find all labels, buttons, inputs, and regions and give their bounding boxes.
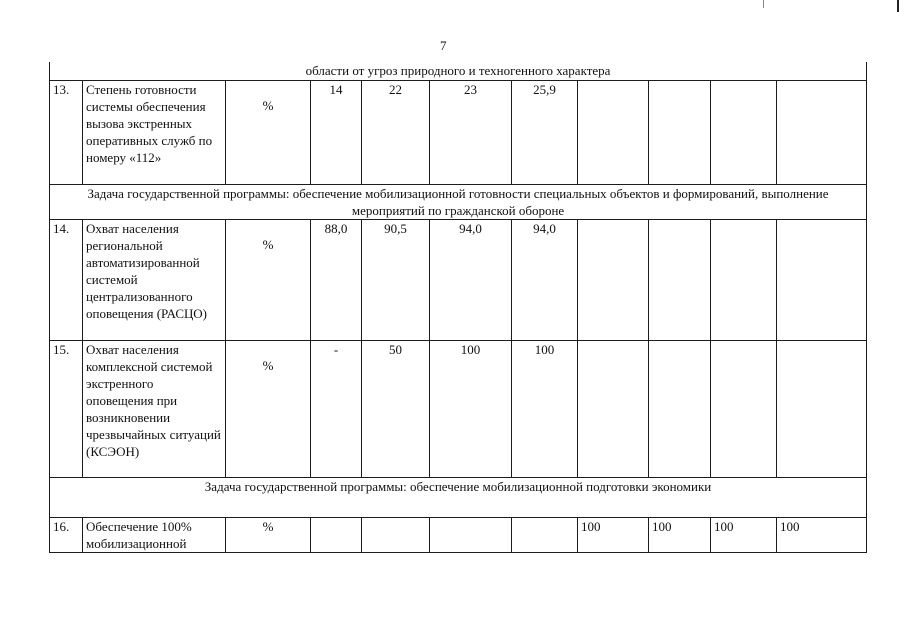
indicator-name: Обеспечение 100% мобилизационной (83, 518, 226, 553)
value-cell (311, 518, 362, 553)
row-number: 15. (50, 341, 83, 478)
value-cell (430, 518, 512, 553)
indicator-name: Охват населения комплексной системой экстренного оповещения при возникновении чрезвычайных ситуаций (КСЭОН) (83, 341, 226, 478)
value-cell: 94,0 (512, 220, 578, 341)
indicator-unit: % (226, 518, 311, 553)
value-cell (578, 341, 649, 478)
value-cell: 22 (362, 81, 430, 185)
table-row (50, 220, 867, 341)
task-text: Задача государственной программы: обеспечение мобилизационной готовности специальных объектов и формирований, выполнение мероприятий по гражданской обороне (50, 185, 867, 220)
value-cell (649, 220, 711, 341)
value-cell (777, 341, 867, 478)
indicator-unit: % (226, 81, 311, 185)
row-number: 14. (50, 220, 83, 341)
value-cell (578, 81, 649, 185)
indicator-name: Охват населения региональной автоматизированной системой централизованного оповещения (РАСЦО) (83, 220, 226, 341)
value-cell: 100 (512, 341, 578, 478)
value-cell (649, 81, 711, 185)
table-row (50, 341, 867, 478)
table-row (50, 81, 867, 185)
task-row (50, 185, 867, 220)
row-number: 16. (50, 518, 83, 553)
value-cell: 88,0 (311, 220, 362, 341)
value-cell (362, 518, 430, 553)
task-row (50, 478, 867, 518)
value-cell: 25,9 (512, 81, 578, 185)
value-cell: 94,0 (430, 220, 512, 341)
section-header-text: области от угроз природного и техногенного характера (50, 62, 867, 81)
value-cell (649, 341, 711, 478)
value-cell (711, 341, 777, 478)
value-cell (777, 220, 867, 341)
value-cell: 23 (430, 81, 512, 185)
indicator-name: Степень готовности системы обеспечения вызова экстренных оперативных служб по номеру «112» (83, 81, 226, 185)
indicator-unit: % (226, 341, 311, 478)
indicators-table (49, 62, 867, 553)
value-cell: 100 (649, 518, 711, 553)
value-cell: 100 (578, 518, 649, 553)
scan-edge-mark-top (763, 0, 764, 8)
value-cell (777, 81, 867, 185)
value-cell (578, 220, 649, 341)
value-cell (711, 81, 777, 185)
scan-edge-mark (897, 0, 899, 12)
row-number: 13. (50, 81, 83, 185)
table-row (50, 518, 867, 553)
value-cell (512, 518, 578, 553)
value-cell: - (311, 341, 362, 478)
value-cell: 100 (777, 518, 867, 553)
value-cell: 14 (311, 81, 362, 185)
value-cell: 100 (430, 341, 512, 478)
indicator-unit: % (226, 220, 311, 341)
task-text: Задача государственной программы: обеспечение мобилизационной подготовки экономики (50, 478, 867, 518)
value-cell: 90,5 (362, 220, 430, 341)
value-cell: 100 (711, 518, 777, 553)
value-cell (711, 220, 777, 341)
section-header-continuation (50, 62, 867, 81)
value-cell: 50 (362, 341, 430, 478)
page-number: 7 (440, 38, 447, 53)
